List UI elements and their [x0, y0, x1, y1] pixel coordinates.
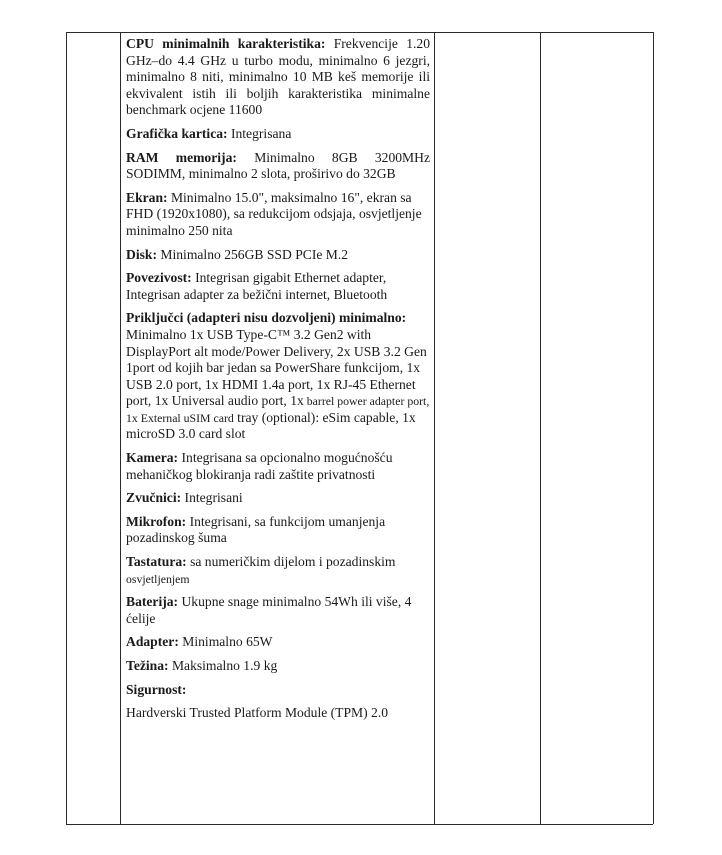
- spec-keyboard: [126, 554, 430, 587]
- spec-label: Grafička kartica:: [126, 125, 228, 141]
- spec-connectivity: [126, 270, 430, 303]
- spec-value: Frekvencije 1.20 GHz–do 4.4 GHz u turbo modu, minimalno 6 jezgri, minimalno 8 niti, minimalno 10 MB keš memorije ili ekvivalent istih ili boljih karakteristika minimalne benchmark ocjene 11600: [126, 36, 430, 118]
- table-bottom-border: [66, 824, 653, 825]
- spec-label: Težina:: [126, 658, 169, 673]
- spec-value-small: osvjetljenjem: [126, 571, 190, 586]
- spec-adapter: [126, 634, 430, 651]
- spec-gpu: [126, 126, 430, 143]
- spec-disk: [126, 247, 430, 264]
- spec-value: Maksimalno 1.9 kg: [168, 658, 278, 673]
- spec-value: Minimalno 15.0", maksimalno 16", ekran sa FHD (1920x1080), sa redukcijom odsjaja, osvjetljenje minimalno 250 nita: [126, 189, 422, 238]
- spec-speakers: [126, 490, 430, 507]
- spec-label: Kamera:: [126, 450, 179, 466]
- spec-weight: [126, 658, 430, 675]
- spec-label: Priključci (adapteri nisu dozvoljeni) minimalno:: [126, 310, 407, 326]
- spec-security: [126, 682, 430, 699]
- spec-value: Integrisan gigabit Ethernet adapter, Integrisan adapter za bežični internet, Bluetooth: [126, 270, 388, 302]
- spec-label: RAM memorija:: [126, 149, 237, 165]
- spec-value: Minimalno 65W: [178, 634, 273, 650]
- spec-label: Mikrofon:: [126, 513, 187, 529]
- spec-value-tail: tray (optional): eSim capable, 1x microSD 3.0 card slot: [126, 409, 416, 442]
- spec-tpm: [126, 705, 430, 722]
- spec-value: Hardverski Trusted Platform Module (TPM) 2.0: [126, 705, 389, 721]
- spec-label: Zvučnici:: [126, 490, 182, 506]
- spec-ports: [126, 310, 430, 443]
- spec-ram: [126, 150, 430, 183]
- spec-label: Disk:: [126, 246, 157, 262]
- spec-value: Integrisani, sa funkcijom umanjenja pozadinskog šuma: [126, 513, 386, 546]
- spec-value: Integrisana: [227, 125, 292, 141]
- table-column-border: [120, 32, 121, 824]
- spec-value: Integrisana sa opcionalno mogućnošću mehaničkog blokiranja radi zaštite privatnosti: [126, 450, 393, 482]
- table-column-border: [540, 32, 541, 824]
- spec-microphone: [126, 514, 430, 547]
- spec-value: Integrisani: [181, 490, 243, 506]
- spec-label: Baterija:: [126, 594, 179, 610]
- table-column-border: [66, 32, 67, 824]
- table-top-border: [66, 32, 653, 33]
- table-column-border: [434, 32, 435, 824]
- spec-display: [126, 190, 430, 240]
- spec-camera: [126, 450, 430, 483]
- spec-label: Ekran:: [126, 189, 168, 205]
- spec-cpu: [126, 36, 430, 119]
- spec-value-small: barrel power adapter port, 1x External uSIM card: [126, 394, 430, 425]
- spec-label: Sigurnost:: [126, 681, 187, 697]
- specification-cell: [126, 36, 430, 729]
- spec-label: Povezivost:: [126, 270, 192, 286]
- spec-value: Minimalno 256GB SSD PCIe M.2: [156, 246, 349, 262]
- spec-value: Ukupne snage minimalno 54Wh ili više, 4 ćelije: [126, 594, 412, 626]
- spec-label: CPU minimalnih karakteristika:: [126, 36, 326, 51]
- spec-label: Adapter:: [126, 634, 179, 650]
- spec-value: Minimalno 1x USB Type-C™ 3.2 Gen2 with DisplayPort alt mode/Power Delivery, 2x USB 3.2 Gen 1port od kojih bar jedan sa PowerShare funkcijom, 1x USB 2.0 port, 1x HDMI 1.4a port, 1x RJ-45 Ethernet port, 1x Universal audio port, 1x: [126, 326, 427, 409]
- table-column-border: [653, 32, 654, 824]
- spec-label: Tastatura:: [126, 554, 187, 570]
- spec-battery: [126, 594, 430, 627]
- spec-value: sa numeričkim dijelom i pozadinskim: [186, 554, 396, 570]
- spec-value: Minimalno 8GB 3200MHz SODIMM, minimalno 2 slota, proširivo do 32GB: [126, 149, 430, 182]
